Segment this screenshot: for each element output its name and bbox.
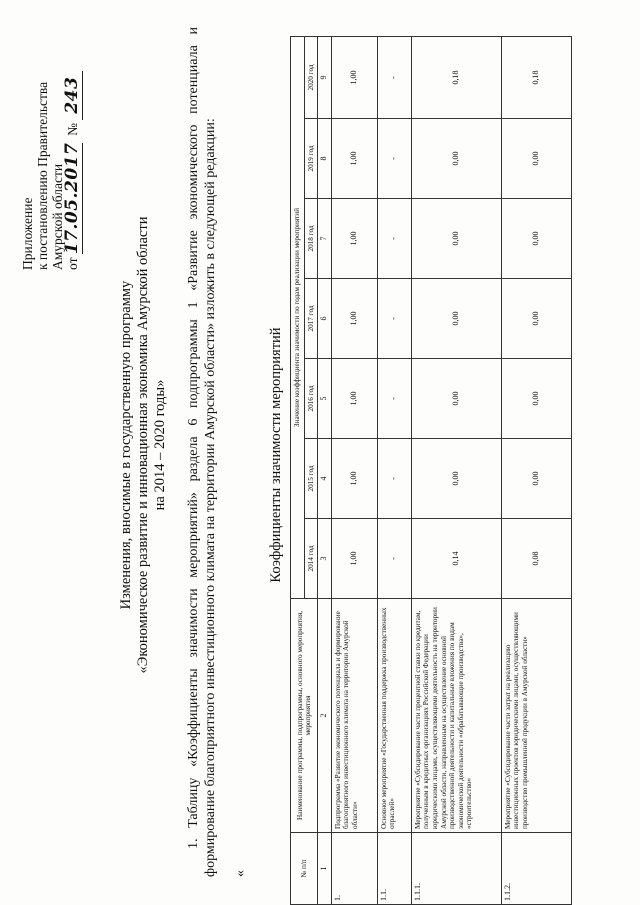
row-value: 0,00 bbox=[411, 119, 501, 199]
document-heading bbox=[118, 145, 169, 745]
row-id: 1.1.1. bbox=[411, 833, 501, 905]
coefficients-table bbox=[290, 36, 572, 905]
row-value: - bbox=[377, 359, 411, 439]
row-value: 0,00 bbox=[411, 199, 501, 279]
row-id: 1.1. bbox=[377, 833, 411, 905]
date-handwritten: 17.05.2017 bbox=[62, 142, 82, 255]
row-value: 0,00 bbox=[411, 279, 501, 359]
row-value: 1,00 bbox=[331, 359, 377, 439]
row-name: Мероприятие «Субсидирование части затрат на реализацию инвестиционных проектов юридическими лицами, осуществляющими производство промышленной продукции в Амурской области» bbox=[501, 599, 571, 833]
approval-block bbox=[20, 10, 80, 270]
header-year: 2015 год bbox=[304, 439, 318, 519]
row-value: 0,00 bbox=[501, 359, 571, 439]
row-value: 0,00 bbox=[501, 439, 571, 519]
header-year: 2014 год bbox=[304, 519, 318, 599]
approval-line-2: к постановлению Правительства bbox=[35, 81, 50, 270]
row-value: - bbox=[377, 519, 411, 599]
column-numbers-row bbox=[318, 37, 332, 905]
column-number: 1 bbox=[318, 833, 332, 905]
row-id: 1. bbox=[331, 833, 377, 905]
row-name: Мероприятие «Субсидирование части процентной ставки по кредитам, полученным в кредитных организациях Российской Федерации юридическими лицами, осуществляющими деятельность на территории Амурской области, направленным на осуществление основной производственной деятельности и капитальные вложения по видам экономической деятельности «обрабатывающие производства», «строительство» bbox=[411, 599, 501, 833]
table-row bbox=[501, 37, 571, 905]
column-number: 9 bbox=[318, 37, 332, 119]
column-number: 8 bbox=[318, 119, 332, 199]
row-value: 0,00 bbox=[411, 359, 501, 439]
header-year: 2018 год bbox=[304, 199, 318, 279]
column-number: 7 bbox=[318, 199, 332, 279]
row-value: - bbox=[377, 37, 411, 119]
row-value: 1,00 bbox=[331, 279, 377, 359]
heading-line-2: «Экономическое развитие и инновационная экономика Амурской области bbox=[135, 216, 151, 674]
row-value: 0,00 bbox=[501, 279, 571, 359]
number-prefix: № bbox=[65, 123, 80, 136]
row-value: 0,08 bbox=[501, 519, 571, 599]
approval-date-line bbox=[62, 10, 82, 270]
number-handwritten: 243 bbox=[62, 71, 83, 120]
table-row bbox=[411, 37, 501, 905]
row-value: - bbox=[377, 439, 411, 519]
row-name: Подпрограмма «Развитие экономического потенциала и формирование благоприятного инвестиционного климата на территории Амурской области» bbox=[331, 599, 377, 833]
row-value: 1,00 bbox=[331, 519, 377, 599]
row-value: 0,18 bbox=[501, 37, 571, 119]
row-value: 1,00 bbox=[331, 119, 377, 199]
header-year: 2019 год bbox=[304, 119, 318, 199]
header-year: 2020 год bbox=[304, 37, 318, 119]
header-year: 2016 год bbox=[304, 359, 318, 439]
heading-line-1: Изменения, вносимые в государственную программу bbox=[118, 280, 134, 610]
row-value: 0,00 bbox=[411, 439, 501, 519]
row-value: 0,00 bbox=[501, 119, 571, 199]
row-name: Основное мероприятие «Государственная поддержка производственных отраслей» bbox=[377, 599, 411, 833]
column-number: 2 bbox=[318, 599, 332, 833]
approval-line-3: Амурской области bbox=[50, 163, 65, 270]
row-value: - bbox=[377, 279, 411, 359]
row-value: 0,00 bbox=[501, 199, 571, 279]
table-title: Коэффициенты значимости мероприятий bbox=[268, 327, 284, 583]
row-value: - bbox=[377, 199, 411, 279]
table-row bbox=[331, 37, 377, 905]
header-year: 2017 год bbox=[304, 279, 318, 359]
column-number: 4 bbox=[318, 439, 332, 519]
row-value: 1,00 bbox=[331, 37, 377, 119]
table-header-row-1 bbox=[291, 37, 305, 905]
date-prefix: от bbox=[65, 257, 80, 270]
row-id: 1.1.2. bbox=[501, 833, 571, 905]
row-value: 1,00 bbox=[331, 199, 377, 279]
header-group: Значение коэффициента значимости по годам реализации мероприятий bbox=[291, 37, 305, 599]
table-row bbox=[377, 37, 411, 905]
column-number: 3 bbox=[318, 519, 332, 599]
heading-line-3: на 2014 – 2020 годы» bbox=[152, 379, 168, 511]
row-value: 1,00 bbox=[331, 439, 377, 519]
row-value: 0,18 bbox=[411, 37, 501, 119]
amendment-paragraph: 1. Таблицу «Коэффициенты значимости мероприятий» раздела 6 подпрограммы 1 «Развитие экономического потенциала и формирование благоприятного инвестиционного климата на территории Амурской области» изложить в следующей редакции: bbox=[186, 27, 218, 877]
header-id: № п/п bbox=[291, 833, 318, 905]
column-number: 5 bbox=[318, 359, 332, 439]
column-number: 6 bbox=[318, 279, 332, 359]
row-value: 0,14 bbox=[411, 519, 501, 599]
approval-line-1: Приложение bbox=[20, 197, 35, 270]
opening-quote: « bbox=[233, 870, 248, 877]
header-name: Наименование программы, подпрограммы, основного мероприятия, мероприятия bbox=[291, 599, 318, 833]
row-value: - bbox=[377, 119, 411, 199]
